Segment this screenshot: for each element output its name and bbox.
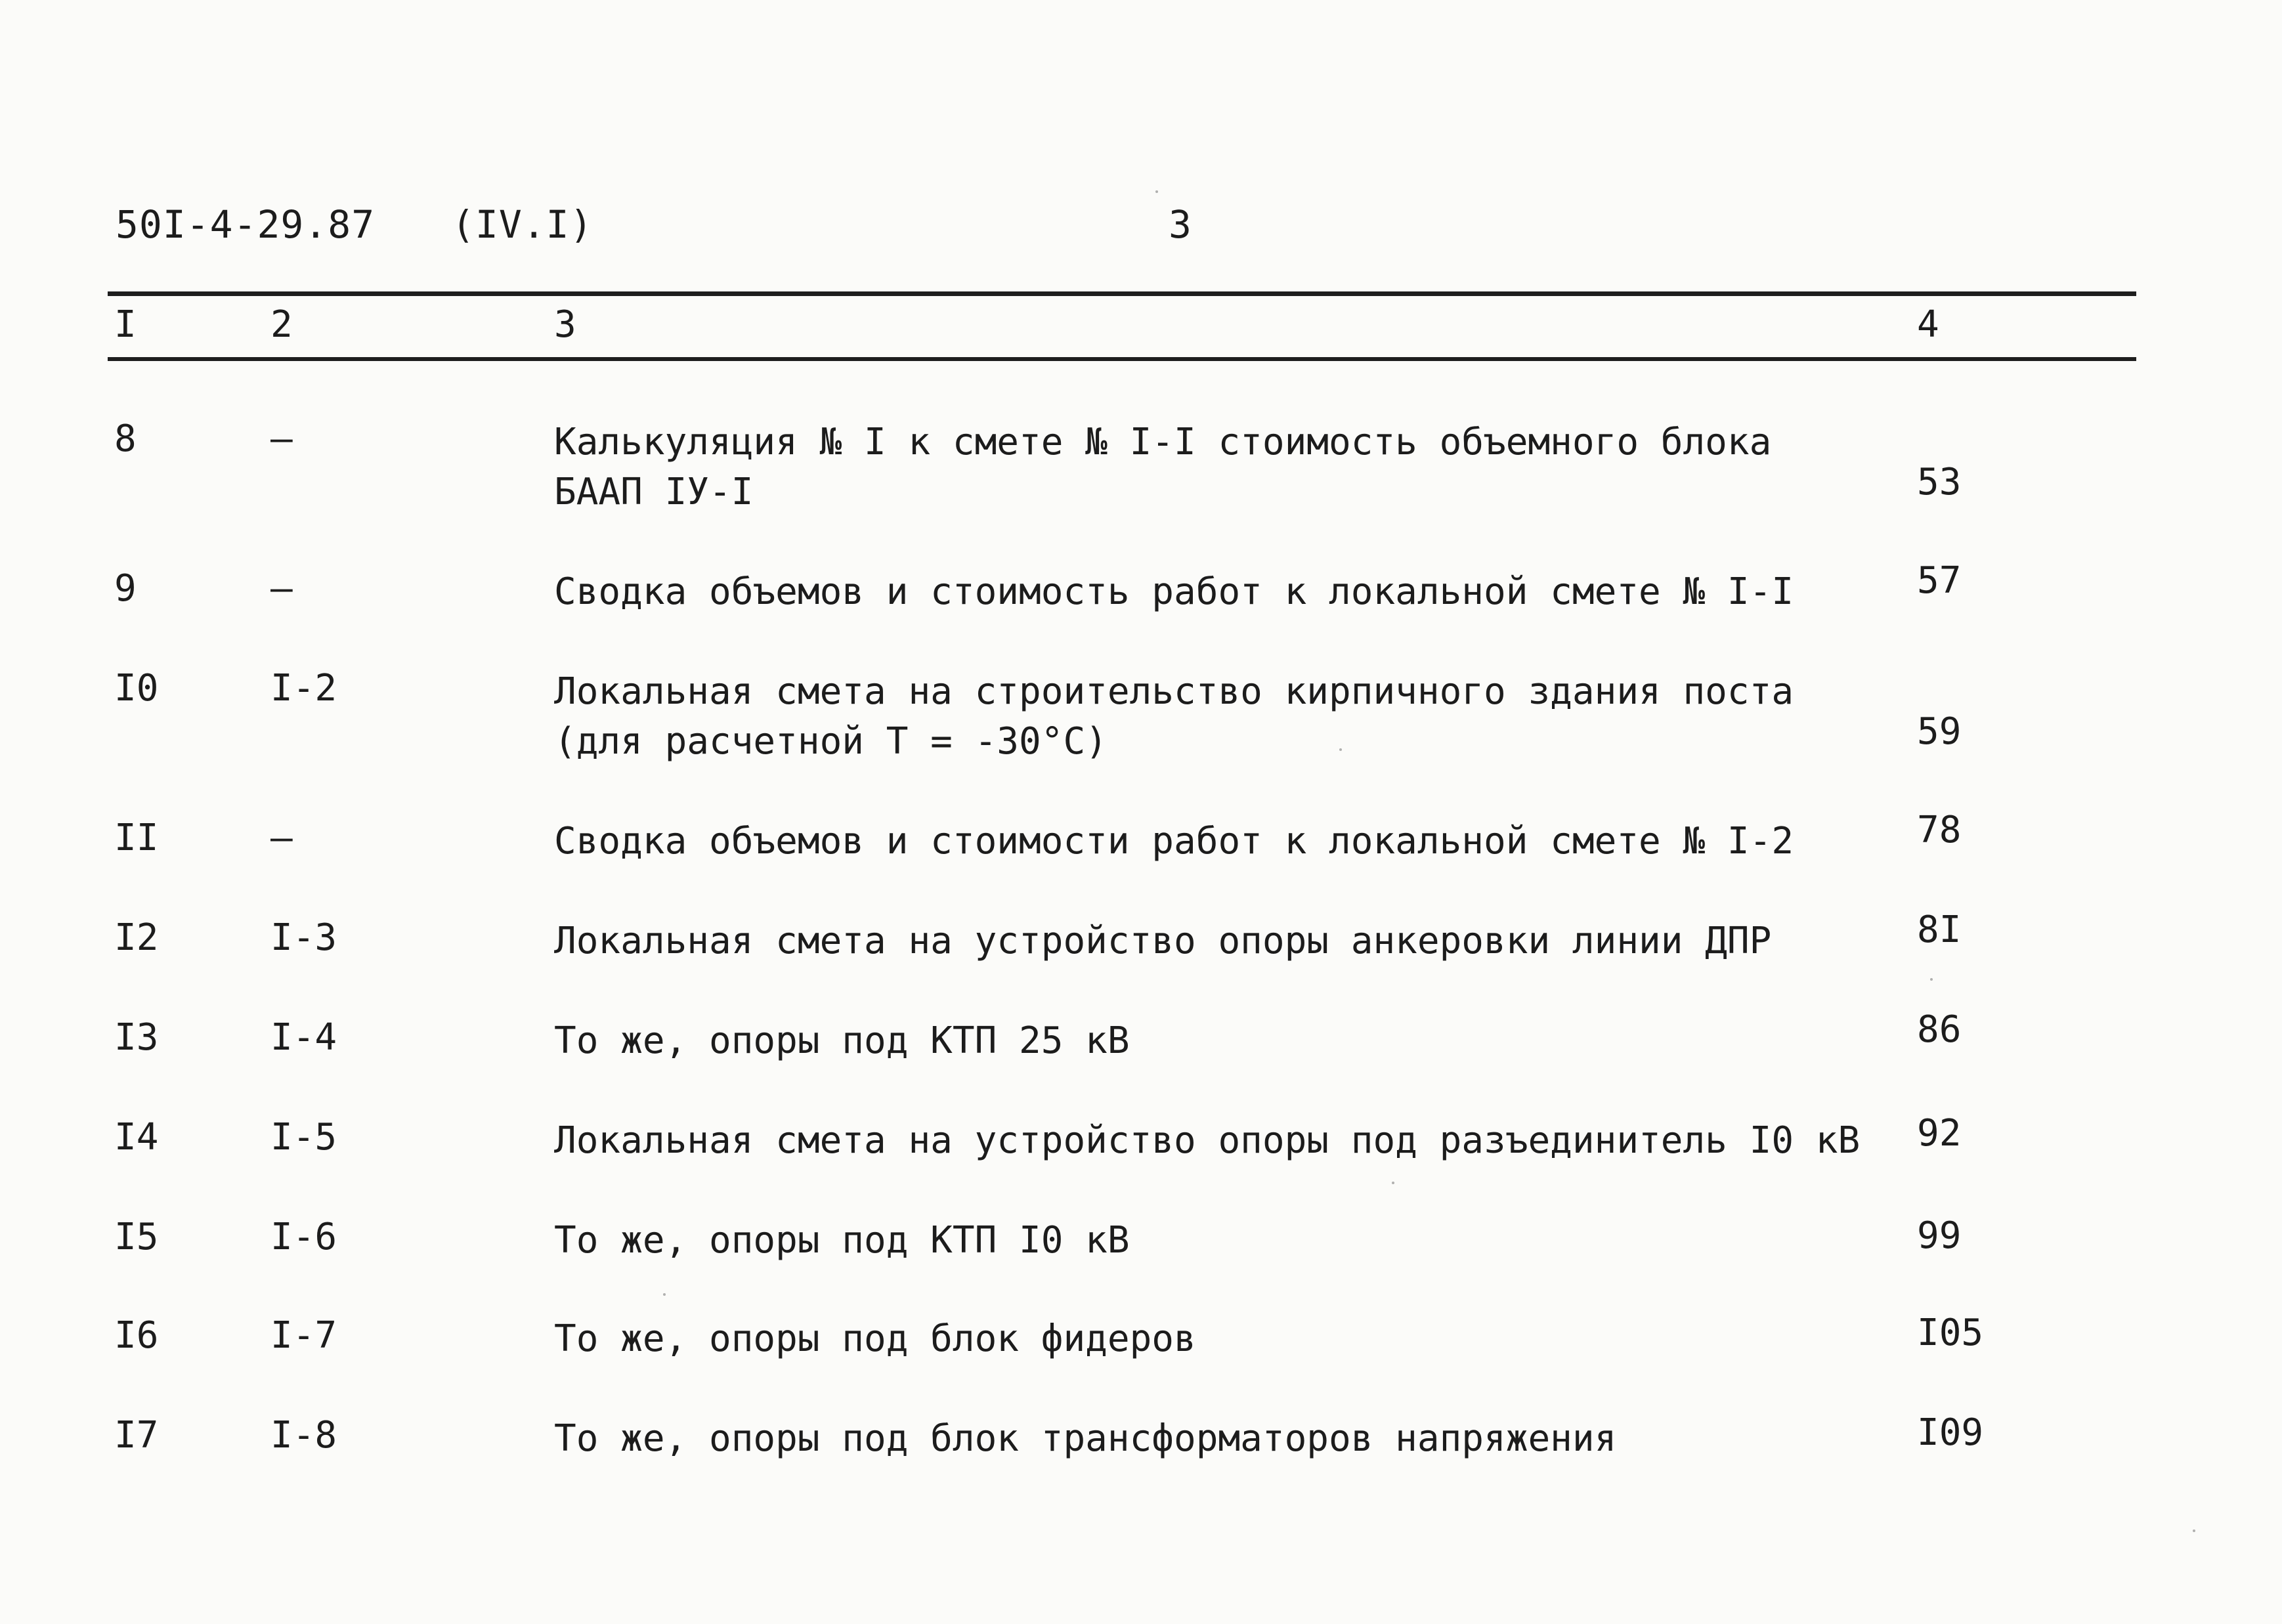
row-reference: I-6 [270,1216,337,1258]
scan-speck [1392,1182,1394,1184]
row-number: I2 [114,916,159,959]
row-page: 59 [1917,710,1962,753]
row-page: 8I [1917,908,1962,951]
row-page: 86 [1917,1008,1962,1051]
row-title: Локальная смета на устройство опоры анкеровки линии ДПР [554,920,1772,962]
row-page: I09 [1917,1411,1984,1454]
row-page: 57 [1917,559,1962,602]
row-reference: I-8 [270,1414,337,1457]
row-page: 53 [1917,461,1962,503]
row-title: То же, опоры под КТП I0 кВ [554,1219,1130,1262]
row-reference: – [270,817,293,859]
row-title: То же, опоры под блок фидеров [554,1317,1196,1360]
row-reference: I-5 [270,1116,337,1159]
row-number: I4 [114,1116,159,1159]
row-number: I5 [114,1216,159,1258]
row-page: 99 [1917,1214,1962,1257]
scan-speck [1339,748,1342,751]
row-number: II [114,817,159,859]
page-number: 3 [1169,202,1192,247]
row-reference: – [270,567,293,610]
scan-speck [1155,190,1158,193]
row-number: I7 [114,1414,159,1457]
row-title: Локальная смета на строительство кирпичного здания поста (для расчетной Т = -30°С) [554,670,1794,763]
row-number: 8 [114,417,137,460]
row-title: Сводка объемов и стоимость работ к локальной смете № I-I [554,570,1794,613]
scan-speck [1930,978,1933,981]
row-title: Калькуляция № I к смете № I-I стоимость объемного блока БААП IУ-I [554,421,1772,513]
scan-speck [663,1293,666,1296]
row-number: I3 [114,1016,159,1059]
row-title: Сводка объемов и стоимости работ к локальной смете № I-2 [554,820,1794,863]
document-code: 50I-4-29.87 [116,202,376,247]
row-title: Локальная смета на устройство опоры под разъединитель I0 кВ [554,1119,1861,1162]
row-reference: I-2 [270,667,337,710]
row-number: 9 [114,567,137,610]
row-title: То же, опоры под блок трансформаторов напряжения [554,1417,1617,1460]
row-number: I0 [114,667,159,710]
row-reference: I-4 [270,1016,337,1059]
column-header-4: 4 [1917,303,1939,346]
scan-speck [2193,1529,2195,1532]
document-part: (IV.I) [452,202,593,247]
row-page: 78 [1917,809,1962,851]
column-header-3: 3 [554,303,576,346]
row-page: 92 [1917,1112,1962,1155]
row-page: I05 [1917,1312,1984,1354]
row-reference: – [270,417,293,460]
row-reference: I-3 [270,916,337,959]
column-header-2: 2 [270,303,293,346]
row-number: I6 [114,1314,159,1357]
column-header-1: I [114,303,137,346]
row-reference: I-7 [270,1314,337,1357]
row-title: То же, опоры под КТП 25 кВ [554,1019,1130,1062]
